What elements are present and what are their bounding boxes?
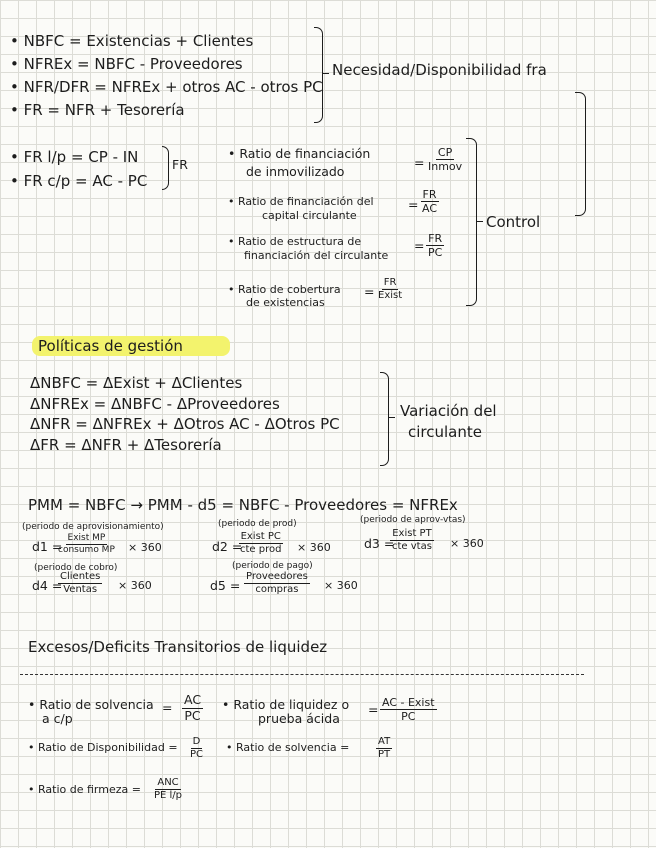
d3-fraction [390, 529, 434, 552]
ratio-disponibilidad-den: PC [190, 749, 204, 760]
ratio-solvencia-cp-eq: = [162, 700, 173, 715]
ratio-firmeza-label: • Ratio de firmeza = [28, 783, 141, 796]
d2-fraction [238, 532, 283, 555]
d2-den: cte prod [240, 544, 282, 555]
d4-label: d4 = [32, 578, 63, 593]
d3-label: d3 = [364, 536, 395, 551]
ratio-fin-inmov-eq: = [414, 155, 425, 170]
ratio-estructura-label: • Ratio de estructura de [228, 235, 362, 248]
ratio-solvencia-cp-label: • Ratio de solvencia [28, 697, 154, 712]
periodo-pago: (periodo de pago) [232, 561, 313, 571]
d1-den: consumo MP [58, 545, 115, 555]
formula-nfr-dfr: • NFR/DFR = NFREx + otros AC - otros PC [10, 78, 323, 96]
formula-nfrex: • NFREx = NBFC - Proveedores [10, 55, 243, 73]
formula-delta-nfrex: ΔNFREx = ΔNBFC - ΔProveedores [30, 395, 280, 413]
brace-variacion [380, 372, 389, 466]
d5-times: × 360 [324, 579, 358, 592]
d1-fraction [56, 534, 117, 555]
brace-outer [575, 92, 586, 216]
ratio-fin-inmov-fraction [426, 147, 464, 172]
brace-necesidad-tip [322, 73, 329, 74]
ratio-fin-capital-label: • Ratio de financiación del [228, 195, 374, 208]
ratio-solvencia-label: • Ratio de solvencia = [226, 741, 350, 754]
periodo-aprov-vtas: (periodo de aprov-vtas) [360, 515, 466, 525]
ratio-firmeza-den: PE l/p [154, 790, 183, 801]
dashed-divider [20, 674, 584, 675]
ratio-liquidez-label: • Ratio de liquidez o [222, 697, 350, 712]
ratio-disponibilidad-fraction [188, 737, 205, 760]
ratio-solvencia-den: PT [378, 749, 391, 760]
ratio-liquidez-num: AC - Exist [382, 696, 435, 709]
ratio-liquidez-den: PC [401, 710, 416, 723]
ratio-liquidez-label2: prueba ácida [258, 711, 340, 726]
ratio-fin-inmov-den: Inmov [428, 160, 463, 173]
brace-necesidad [314, 27, 323, 123]
ratio-fin-capital-eq: = [408, 197, 419, 212]
ratio-estructura-fraction [426, 233, 444, 258]
ratio-solvencia-cp-num: AC [184, 692, 202, 707]
ratio-fin-inmov-label: • Ratio de financiación [228, 146, 371, 161]
ratio-disponibilidad-num: D [192, 736, 201, 747]
d1-times: × 360 [128, 541, 162, 554]
ratio-firmeza-num: ANC [157, 777, 179, 788]
ratio-cobertura-label: • Ratio de cobertura [228, 283, 341, 296]
ratio-cobertura-den: Exist [378, 290, 403, 301]
ratio-liquidez-fraction [380, 697, 437, 722]
ratio-liquidez-eq: = [368, 702, 379, 717]
ratio-solvencia-cp-label2: a c/p [42, 711, 73, 726]
d1-num: Exist MP [67, 533, 106, 543]
d4-times: × 360 [118, 579, 152, 592]
periodo-cobro: (periodo de cobro) [34, 563, 118, 573]
d5-num: Proveedores [246, 571, 308, 582]
d4-den: Ventas [63, 584, 98, 595]
ratio-fin-capital-fraction [420, 189, 439, 214]
ratio-cobertura-fraction [376, 278, 404, 301]
heading-politicas: Políticas de gestión [38, 337, 183, 355]
d5-fraction [244, 572, 310, 595]
brace-control [466, 138, 477, 306]
ratio-estructura-num: FR [428, 232, 443, 245]
ratio-fin-inmov-label2: de inmovilizado [246, 164, 345, 179]
ratio-disponibilidad-label: • Ratio de Disponibilidad = [28, 741, 178, 754]
periodo-prod: (periodo de prod) [218, 519, 297, 529]
ratio-cobertura-eq: = [364, 284, 375, 299]
brace-fr [162, 146, 169, 190]
ratio-solvencia-num: AT [378, 736, 391, 747]
ratio-cobertura-label2: de existencias [246, 296, 325, 309]
d3-den: cte vtas [392, 541, 432, 552]
ratio-cobertura-num: FR [383, 277, 397, 288]
formula-fr: • FR = NFR + Tesorería [10, 101, 185, 119]
d5-den: compras [255, 584, 299, 595]
d3-num: Exist PT [392, 528, 432, 539]
ratio-solvencia-fraction [376, 737, 392, 760]
d5-label: d5 = [210, 578, 241, 593]
formula-fr-lp: • FR l/p = CP - IN [10, 148, 139, 166]
ratio-firmeza-fraction [152, 778, 184, 801]
ratio-estructura-den: PC [428, 246, 443, 259]
d1-label: d1 = [32, 539, 63, 554]
formula-delta-nbfc: ΔNBFC = ΔExist + ΔClientes [30, 374, 243, 392]
heading-excesos: Excesos/Deficits Transitorios de liquidez [28, 638, 328, 656]
formula-delta-fr: ΔFR = ΔNFR + ΔTesorería [30, 436, 222, 454]
d2-times: × 360 [297, 541, 331, 554]
ratio-fin-capital-label2: capital circulante [262, 209, 357, 222]
d4-fraction [58, 572, 102, 595]
label-necesidad: Necesidad/Disponibilidad fra [332, 61, 547, 79]
ratio-fin-inmov-num: CP [437, 146, 453, 159]
brace-control-tip [476, 221, 483, 222]
ratio-solvencia-cp-fraction [182, 694, 203, 722]
label-circulante: circulante [408, 423, 482, 441]
d3-times: × 360 [450, 537, 484, 550]
ratio-estructura-label2: financiación del circulante [244, 249, 389, 262]
ratio-estructura-eq: = [414, 238, 425, 253]
formula-nbfc: • NBFC = Existencias + Clientes [10, 32, 254, 50]
label-control: Control [486, 213, 541, 231]
periodo-aprovisionamiento: (periodo de aprovisionamiento) [22, 522, 164, 532]
ratio-fin-capital-den: AC [422, 202, 438, 215]
label-fr: FR [172, 157, 188, 172]
formula-pmm: PMM = NBFC → PMM - d5 = NBFC - Proveedores = NFREx [28, 496, 458, 514]
d4-num: Clientes [60, 571, 101, 582]
formula-delta-nfr: ΔNFR = ΔNFREx + ΔOtros AC - ΔOtros PC [30, 415, 340, 433]
brace-variacion-tip [388, 417, 395, 418]
d2-label: d2 = [212, 539, 243, 554]
label-variacion: Variación del [400, 402, 497, 420]
formula-fr-cp: • FR c/p = AC - PC [10, 172, 148, 190]
ratio-solvencia-cp-den: PC [184, 707, 201, 723]
d2-num: Exist PC [240, 531, 281, 542]
ratio-fin-capital-num: FR [422, 188, 437, 201]
